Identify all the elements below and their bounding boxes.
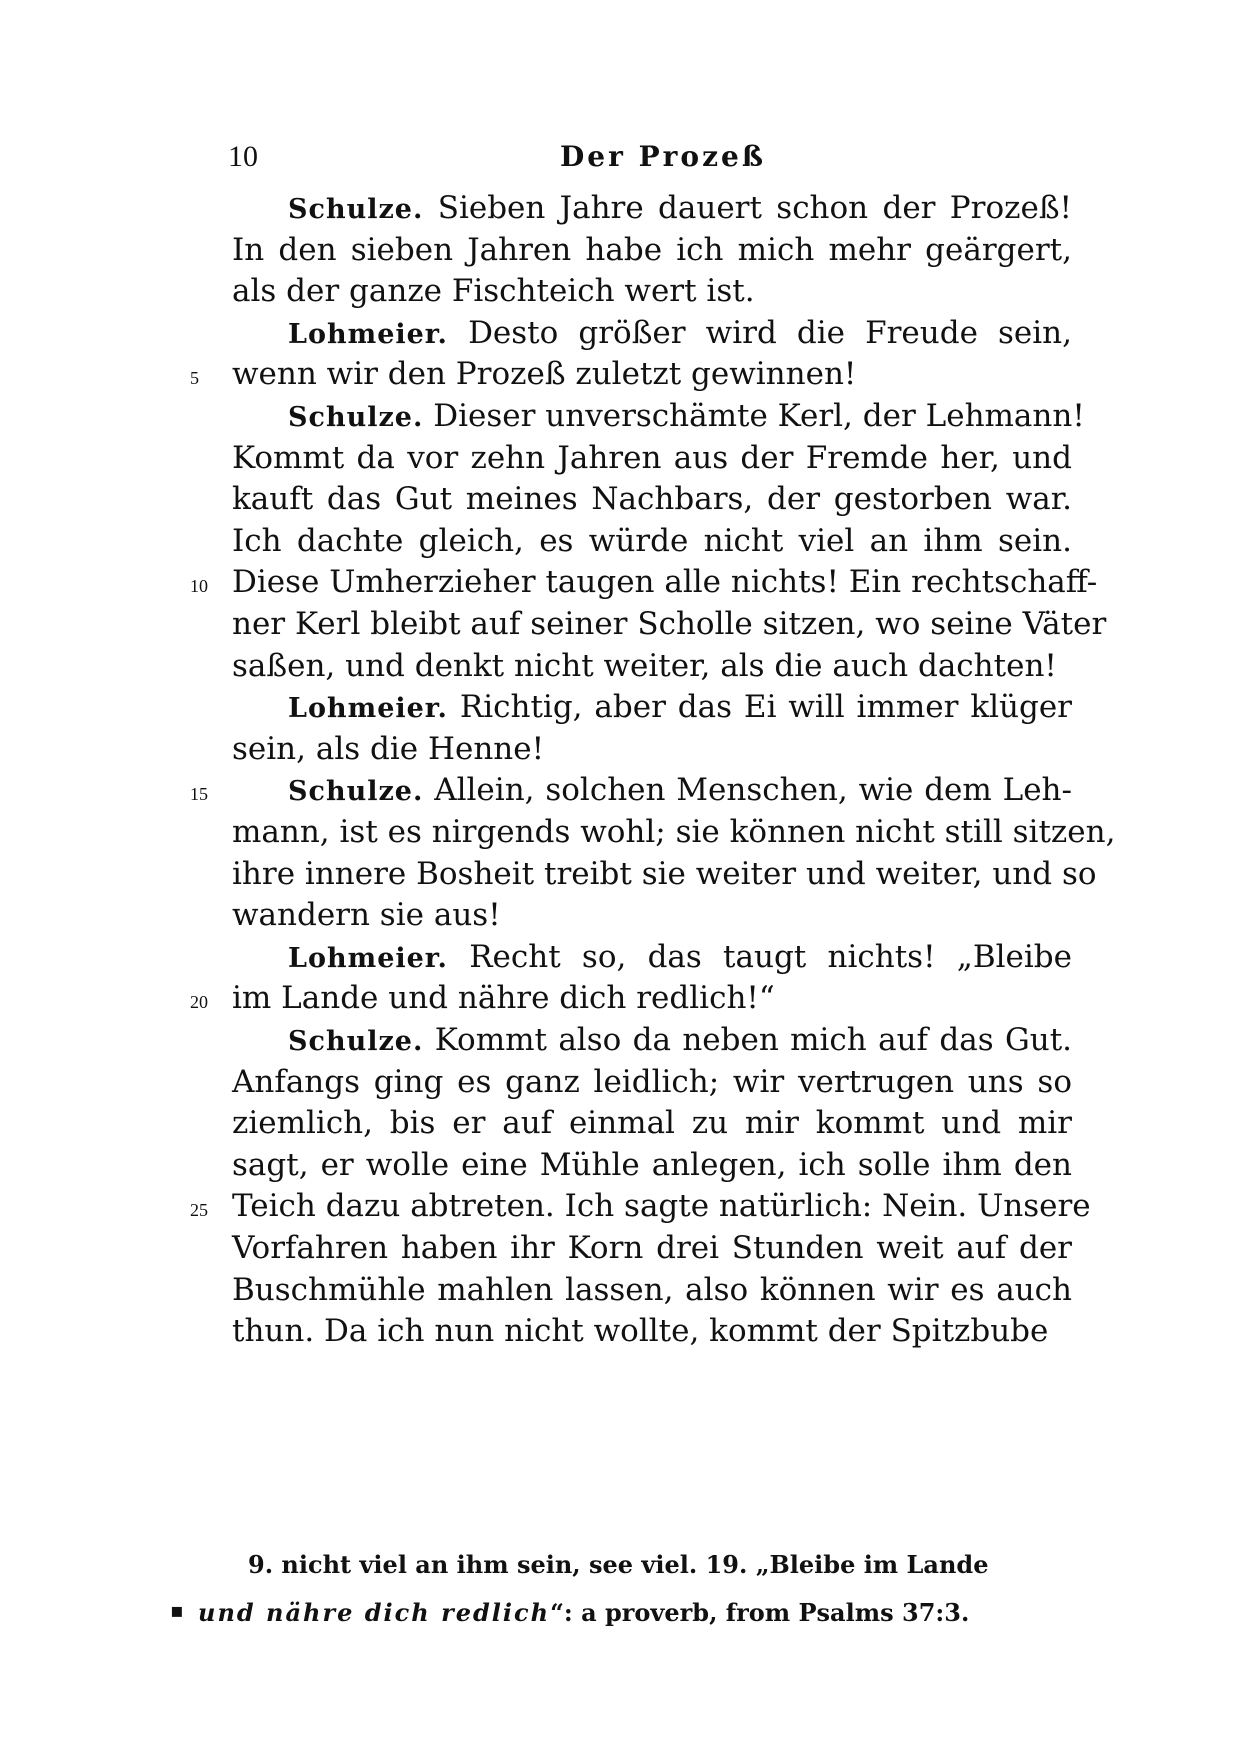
line-text: Desto größer wird die Freude sein, [468,315,1073,351]
line-text: Ich dachte gleich, es würde nicht viel an ihm sein. [232,523,1072,559]
text-line [288,1020,1072,1062]
line-text: kauft das Gut meines Nachbars, der gestorben war. [232,481,1072,517]
line-text: Dieser unverschämte Kerl, der Lehmann! [433,398,1085,434]
text-line [232,1311,1072,1351]
line-text: Kommt also da neben mich auf das Gut. [434,1022,1073,1058]
line-number: 20 [190,992,208,1012]
line-text: thun. Da ich nun nicht wollte, kommt der Spitzbube [232,1313,1049,1349]
line-text: Diese Umherzieher taugen alle nichts! Ein rechtschaff- [232,564,1098,600]
line-text: ziemlich, bis er auf einmal zu mir kommt und mir [232,1105,1072,1141]
line-text: Kommt da vor zehn Jahren aus der Fremde her, und [232,440,1072,476]
line-number: 15 [190,784,208,804]
speaker-name: Lohmeier. [288,693,448,724]
speaker-name: Lohmeier. [288,319,448,350]
line-text: Recht so, das taugt nichts! „Bleibe [469,939,1072,975]
line-text: Allein, solchen Menschen, wie dem Leh- [434,772,1072,808]
footnote-marker: ▪ [170,1598,184,1622]
text-line [232,1062,1072,1102]
line-text: In den sieben Jahren habe ich mich mehr geärgert, [232,232,1072,268]
line-text: ihre innere Bosheit treibt sie weiter und weiter, und so [232,856,1097,892]
text-line [288,687,1072,729]
line-number: 10 [190,576,208,596]
text-line [288,937,1072,979]
line-text: Vorfahren haben ihr Korn drei Stunden weit auf der [232,1230,1072,1266]
text-line [232,1186,1091,1226]
line-text: Teich dazu abtreten. Ich sagte natürlich: Nein. Unsere [232,1188,1091,1224]
line-text: sagt, er wolle eine Mühle anlegen, ich solle ihm den [232,1147,1072,1183]
text-line [232,978,1072,1018]
footnote-line-2 [198,1598,969,1628]
line-text: im Lande und nähre dich redlich!“ [232,980,775,1016]
text-line [232,521,1072,561]
line-text: wenn wir den Prozeß zuletzt gewinnen! [232,356,857,392]
line-text: Sieben Jahre dauert schon der Prozeß! [437,190,1072,226]
line-text: als der ganze Fischteich wert ist. [232,273,755,309]
text-line [232,604,1107,644]
text-line [232,479,1072,519]
line-text: Anfangs ging es ganz leidlich; wir vertrugen uns so [232,1064,1072,1100]
text-line [232,562,1098,602]
text-line [232,354,1072,394]
line-text: mann, ist es nirgends wohl; sie können nicht still sitzen, [232,814,1116,850]
text-line [232,895,1072,935]
text-line [232,854,1097,894]
text-line [288,770,1072,812]
text-line [232,1103,1072,1143]
text-line [232,438,1072,478]
line-number: 25 [190,1200,208,1220]
text-line [232,230,1072,270]
text-line [232,271,1072,311]
line-text: sein, als die Henne! [232,731,545,767]
text-line [232,1270,1072,1310]
text-line [232,646,1072,686]
footnote-source: “: a proverb, from Psalms 37:3. [550,1598,970,1627]
running-title: Der Prozeß [560,140,767,173]
footnote-line-1: 9. nicht viel an ihm sein, see viel. 19. „Bleibe im Lande [248,1550,989,1579]
speaker-name: Lohmeier. [288,943,448,974]
text-line [288,313,1072,355]
footnote-proverb: und nähre dich redlich [198,1598,551,1627]
speaker-name: Schulze. [288,1026,424,1057]
line-text: Richtig, aber das Ei will immer klüger [459,689,1072,725]
line-text: wandern sie aus! [232,897,501,933]
text-line [232,812,1116,852]
speaker-name: Schulze. [288,402,424,433]
line-number: 5 [190,368,199,388]
speaker-name: Schulze. [288,194,424,225]
text-line [232,1145,1072,1185]
text-line [288,396,1085,438]
text-line [288,188,1072,230]
line-text: saßen, und denkt nicht weiter, als die auch dachten! [232,648,1057,684]
speaker-name: Schulze. [288,776,424,807]
text-line [232,1228,1072,1268]
line-text: Buschmühle mahlen lassen, also können wir es auch [232,1272,1072,1308]
page-number: 10 [228,140,258,173]
line-text: ner Kerl bleibt auf seiner Scholle sitzen, wo seine Väter [232,606,1107,642]
text-line [232,729,1072,769]
